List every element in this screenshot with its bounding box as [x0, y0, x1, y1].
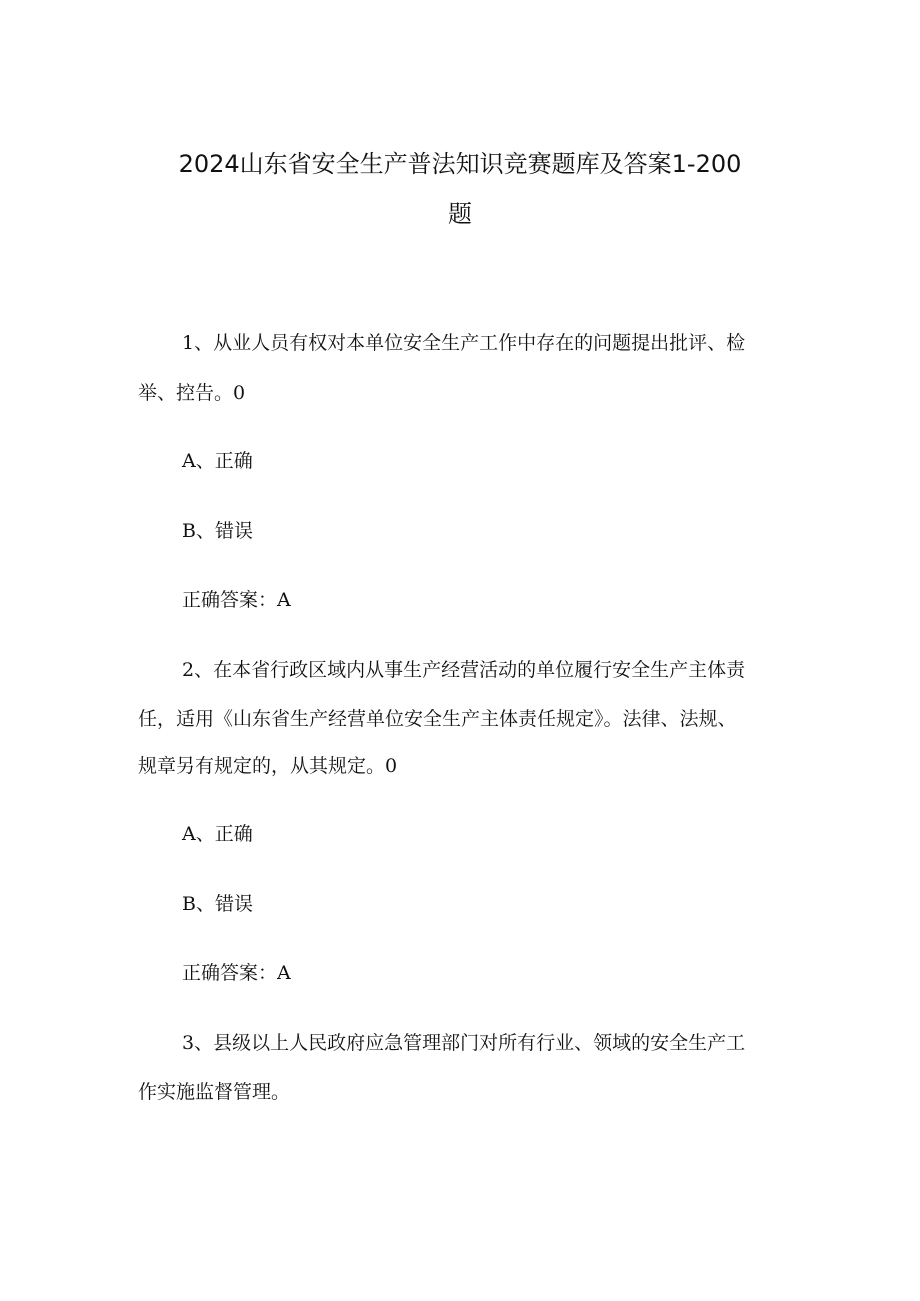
question-3-stem-line-2: 作实施监督管理。 [138, 1081, 291, 1103]
question-1-option-a: A、正确 [182, 450, 253, 472]
question-2-option-b: B、错误 [182, 893, 253, 915]
question-2-option-a: A、正确 [182, 823, 253, 845]
question-1-answer: 正确答案：A [182, 589, 291, 611]
question-1-stem-line-2: 举、控告。0 [138, 382, 246, 404]
document-title-line-1: 2024山东省安全生产普法知识竞赛题库及答案1-200 [178, 150, 742, 178]
question-2-stem-line-1: 2、在本省行政区域内从事生产经营活动的单位履行安全生产主体责 [182, 659, 746, 681]
question-1-option-b: B、错误 [182, 520, 253, 542]
document-title-line-2: 题 [448, 200, 472, 228]
question-2-answer: 正确答案：A [182, 962, 291, 984]
question-2-stem-line-3: 规章另有规定的，从其规定。0 [138, 755, 398, 777]
question-3-stem-line-1: 3、县级以上人民政府应急管理部门对所有行业、领域的安全生产工 [182, 1032, 746, 1054]
question-2-stem-line-2: 任，适用《山东省生产经营单位安全生产主体责任规定》。法律、法规、 [138, 708, 737, 730]
question-1-stem-line-1: 1、从业人员有权对本单位安全生产工作中存在的问题提出批评、检 [182, 332, 746, 354]
